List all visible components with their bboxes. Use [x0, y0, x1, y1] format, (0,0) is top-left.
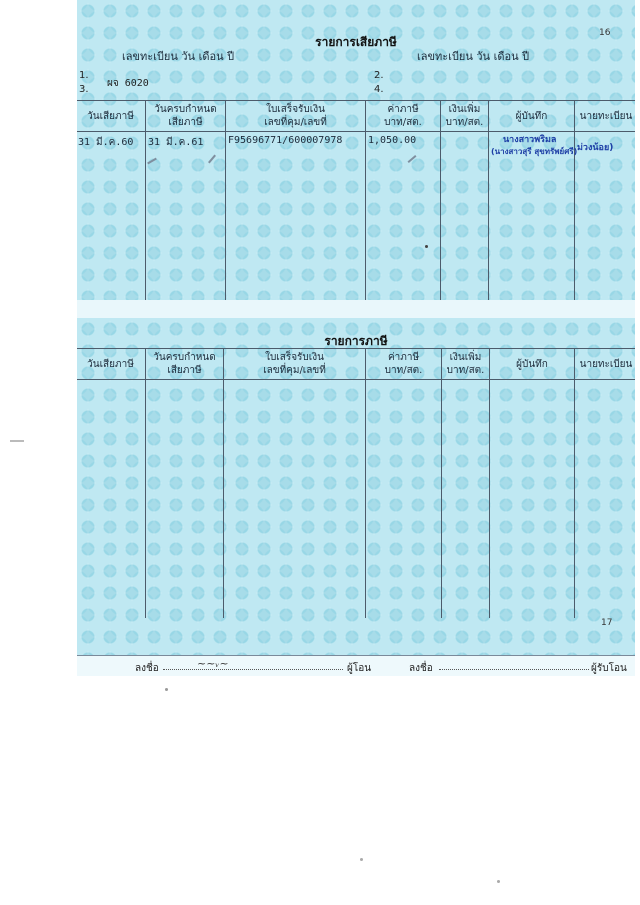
sign-label-left: ลงชื่อ: [135, 663, 159, 674]
scan-artifact: [497, 880, 500, 883]
col-header-recorder: ผู้บันทึก: [490, 349, 575, 380]
registration-label-2: 2.: [374, 70, 384, 81]
recorder-cell: [489, 132, 578, 161]
paid-date-cell: 31 มี.ค.60: [77, 132, 146, 161]
col-header-paid-date: วันเสียภาษี: [77, 101, 146, 132]
registration-label-3: 3.: [79, 84, 89, 95]
tax-table-top: [77, 100, 635, 300]
sign-label-right: ลงชื่อ: [409, 663, 433, 674]
scan-artifact: [360, 858, 363, 861]
col-header-due-date: วันครบกำหนด เสียภาษี: [146, 101, 226, 132]
section-title: รายการภาษี: [324, 334, 388, 348]
col-header-receipt: ใบเสร็จรับเงิน เลขที่คุม/เลขที่: [224, 349, 366, 380]
signature-scribble: ~~ᵥ~: [197, 657, 229, 670]
signature-line-left: [163, 669, 343, 670]
receipt-cell: F95696771/600007978: [226, 132, 366, 161]
tax-record-page-17: [77, 318, 635, 675]
registrar-cell: [575, 132, 636, 161]
signature-strip: [77, 655, 635, 676]
page-separator: [77, 300, 635, 318]
tax-record-page-16: [77, 0, 635, 300]
registration-value-1: ผจ 6020: [107, 78, 149, 89]
transferor-label: ผู้โอน: [347, 663, 372, 674]
tax-cell: 1,050.00: [366, 132, 441, 161]
recorder-stamp: (นางสาวสุรี สุขทรัพย์ศรี): [491, 147, 578, 156]
col-header-tax: ค่าภาษี บาท/สต.: [366, 101, 441, 132]
col-header-surcharge: เงินเพิ่ม บาท/สต.: [441, 101, 489, 132]
col-header-surcharge: เงินเพิ่ม บาท/สต.: [442, 349, 490, 380]
header-right: เลขทะเบียน วัน เดือน ปี: [417, 50, 530, 63]
scan-artifact: [165, 688, 168, 691]
scan-artifact: [10, 440, 24, 442]
registrar-stamp: ม่วงน้อย): [577, 143, 614, 153]
surcharge-cell: [441, 132, 489, 161]
col-header-receipt: ใบเสร็จรับเงิน เลขที่คุม/เลขที่: [226, 101, 366, 132]
col-header-registrar: นายทะเบียน: [575, 349, 636, 380]
col-header-due-date: วันครบกำหนด เสียภาษี: [146, 349, 224, 380]
registration-label-4: 4.: [374, 84, 384, 95]
col-header-paid-date: วันเสียภาษี: [77, 349, 146, 380]
transferee-label: ผู้รับโอน: [591, 663, 627, 674]
registration-label-1: 1.: [79, 70, 89, 81]
ink-speck: [425, 245, 428, 248]
signature-line-right: [439, 669, 589, 670]
page-number: 16: [599, 28, 611, 38]
header-left: เลขทะเบียน วัน เดือน ปี: [122, 50, 235, 63]
table-row: [77, 132, 635, 161]
col-header-tax: ค่าภาษี บาท/สต.: [366, 349, 442, 380]
col-header-recorder: ผู้บันทึก: [489, 101, 575, 132]
section-title: รายการเสียภาษี: [315, 35, 397, 49]
recorder-stamp-top: นางสาวพริมล: [503, 135, 557, 145]
col-header-registrar: นายทะเบียน: [575, 101, 636, 132]
page-number: 17: [601, 618, 613, 628]
due-date-cell: 31 มี.ค.61: [146, 132, 226, 161]
tax-table-bottom: [77, 348, 635, 618]
